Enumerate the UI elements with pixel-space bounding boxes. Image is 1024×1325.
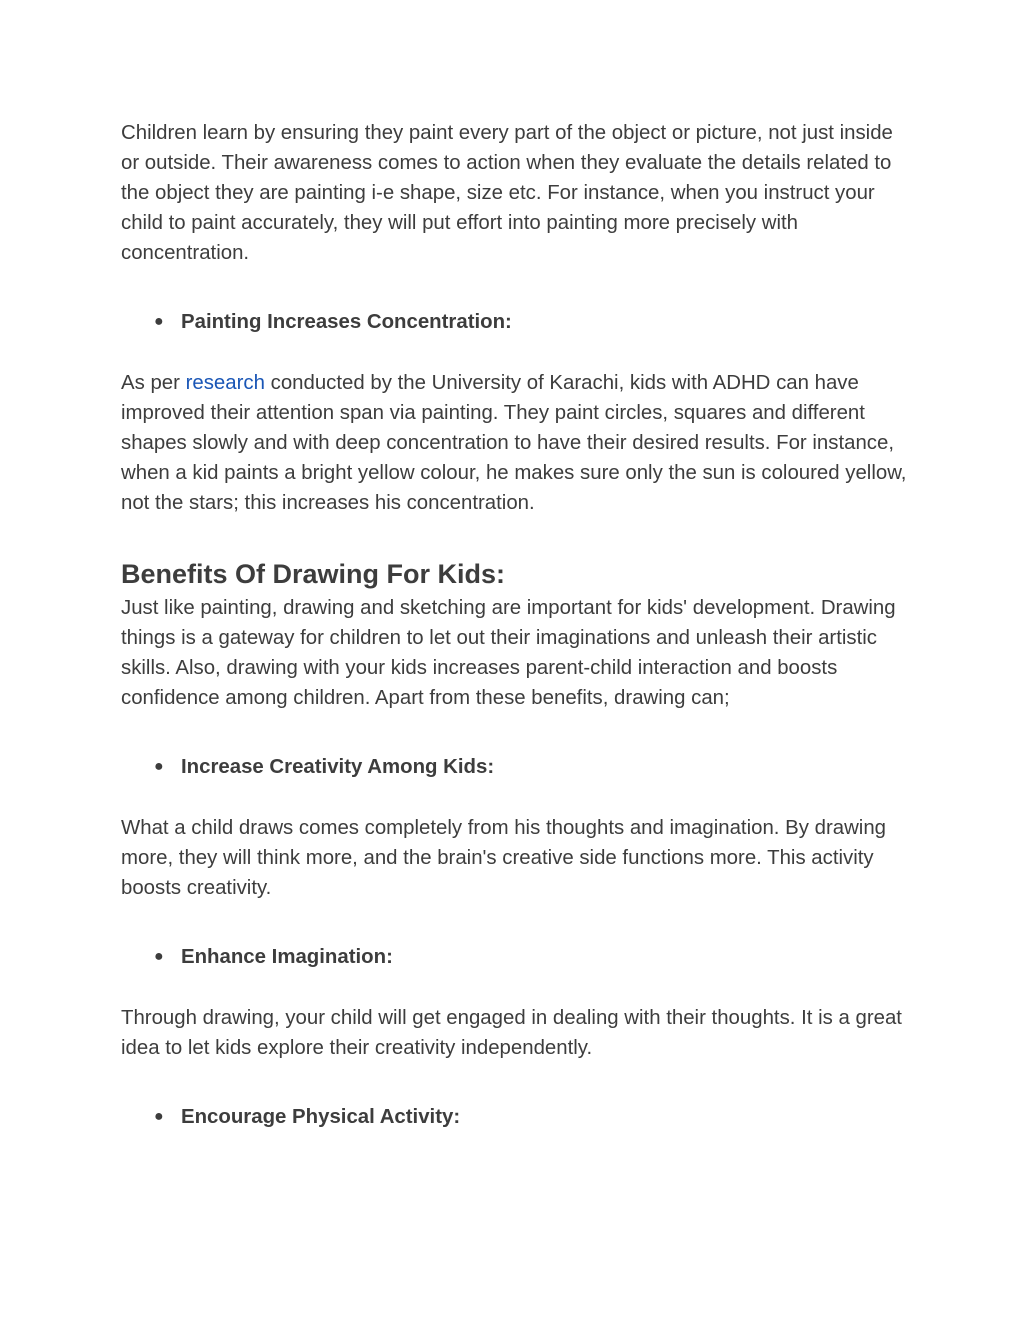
bullet-enhance-imagination bbox=[121, 942, 911, 972]
paragraph-research bbox=[121, 368, 911, 518]
bullet-increase-creativity bbox=[121, 752, 911, 782]
paragraph-text: As per bbox=[121, 372, 186, 394]
document-page bbox=[121, 118, 911, 1132]
paragraph-imagination: Through drawing, your child will get engaged in dealing with their thoughts. It is a great idea to let kids explore their creativity independently. bbox=[121, 1007, 902, 1059]
paragraph-creativity: What a child draws comes completely from his thoughts and imagination. By drawing more, they will think more, and the brain's creative side functions more. This activity boosts creativity. bbox=[121, 817, 887, 899]
paragraph-text: conducted by the University of Karachi, kids with ADHD can have improved their attention span via painting. They paint circles, squares and different shapes slowly and with deep concentration to have their desired results. For instance, when a kid paints a bright yellow colour, he makes sure only the sun is coloured yellow, not the stars; this increases his concentration. bbox=[121, 372, 907, 514]
research-link[interactable]: research bbox=[185, 372, 265, 394]
paragraph-drawing-intro: Just like painting, drawing and sketching are important for kids' development. Drawing things is a gateway for children to let out their imaginations and unleash their artistic skills. Also, drawing with your kids increases parent-child interaction and boosts confidence among children. Apart from these benefits, drawing can; bbox=[121, 597, 896, 709]
bullet-label: Painting Increases Concentration: bbox=[181, 311, 512, 333]
bullet-label: Increase Creativity Among Kids: bbox=[181, 756, 495, 778]
bullet-label: Encourage Physical Activity: bbox=[181, 1106, 461, 1128]
bullet-dot-icon: ● bbox=[154, 1108, 164, 1125]
section-heading-drawing-benefits: Benefits Of Drawing For Kids: bbox=[121, 559, 506, 589]
bullet-painting-concentration bbox=[121, 307, 911, 337]
bullet-physical-activity bbox=[121, 1102, 911, 1132]
bullet-label: Enhance Imagination: bbox=[181, 946, 393, 968]
bullet-dot-icon: ● bbox=[154, 313, 164, 330]
paragraph-painting-accuracy: Children learn by ensuring they paint every part of the object or picture, not just inside or outside. Their awareness comes to action when they evaluate the details related to the object they are painting i-e shape, size etc. For instance, when you instruct your child to paint accurately, they will put effort into painting more precisely with concentration. bbox=[121, 122, 893, 264]
bullet-dot-icon: ● bbox=[154, 758, 164, 775]
bullet-dot-icon: ● bbox=[154, 948, 164, 965]
